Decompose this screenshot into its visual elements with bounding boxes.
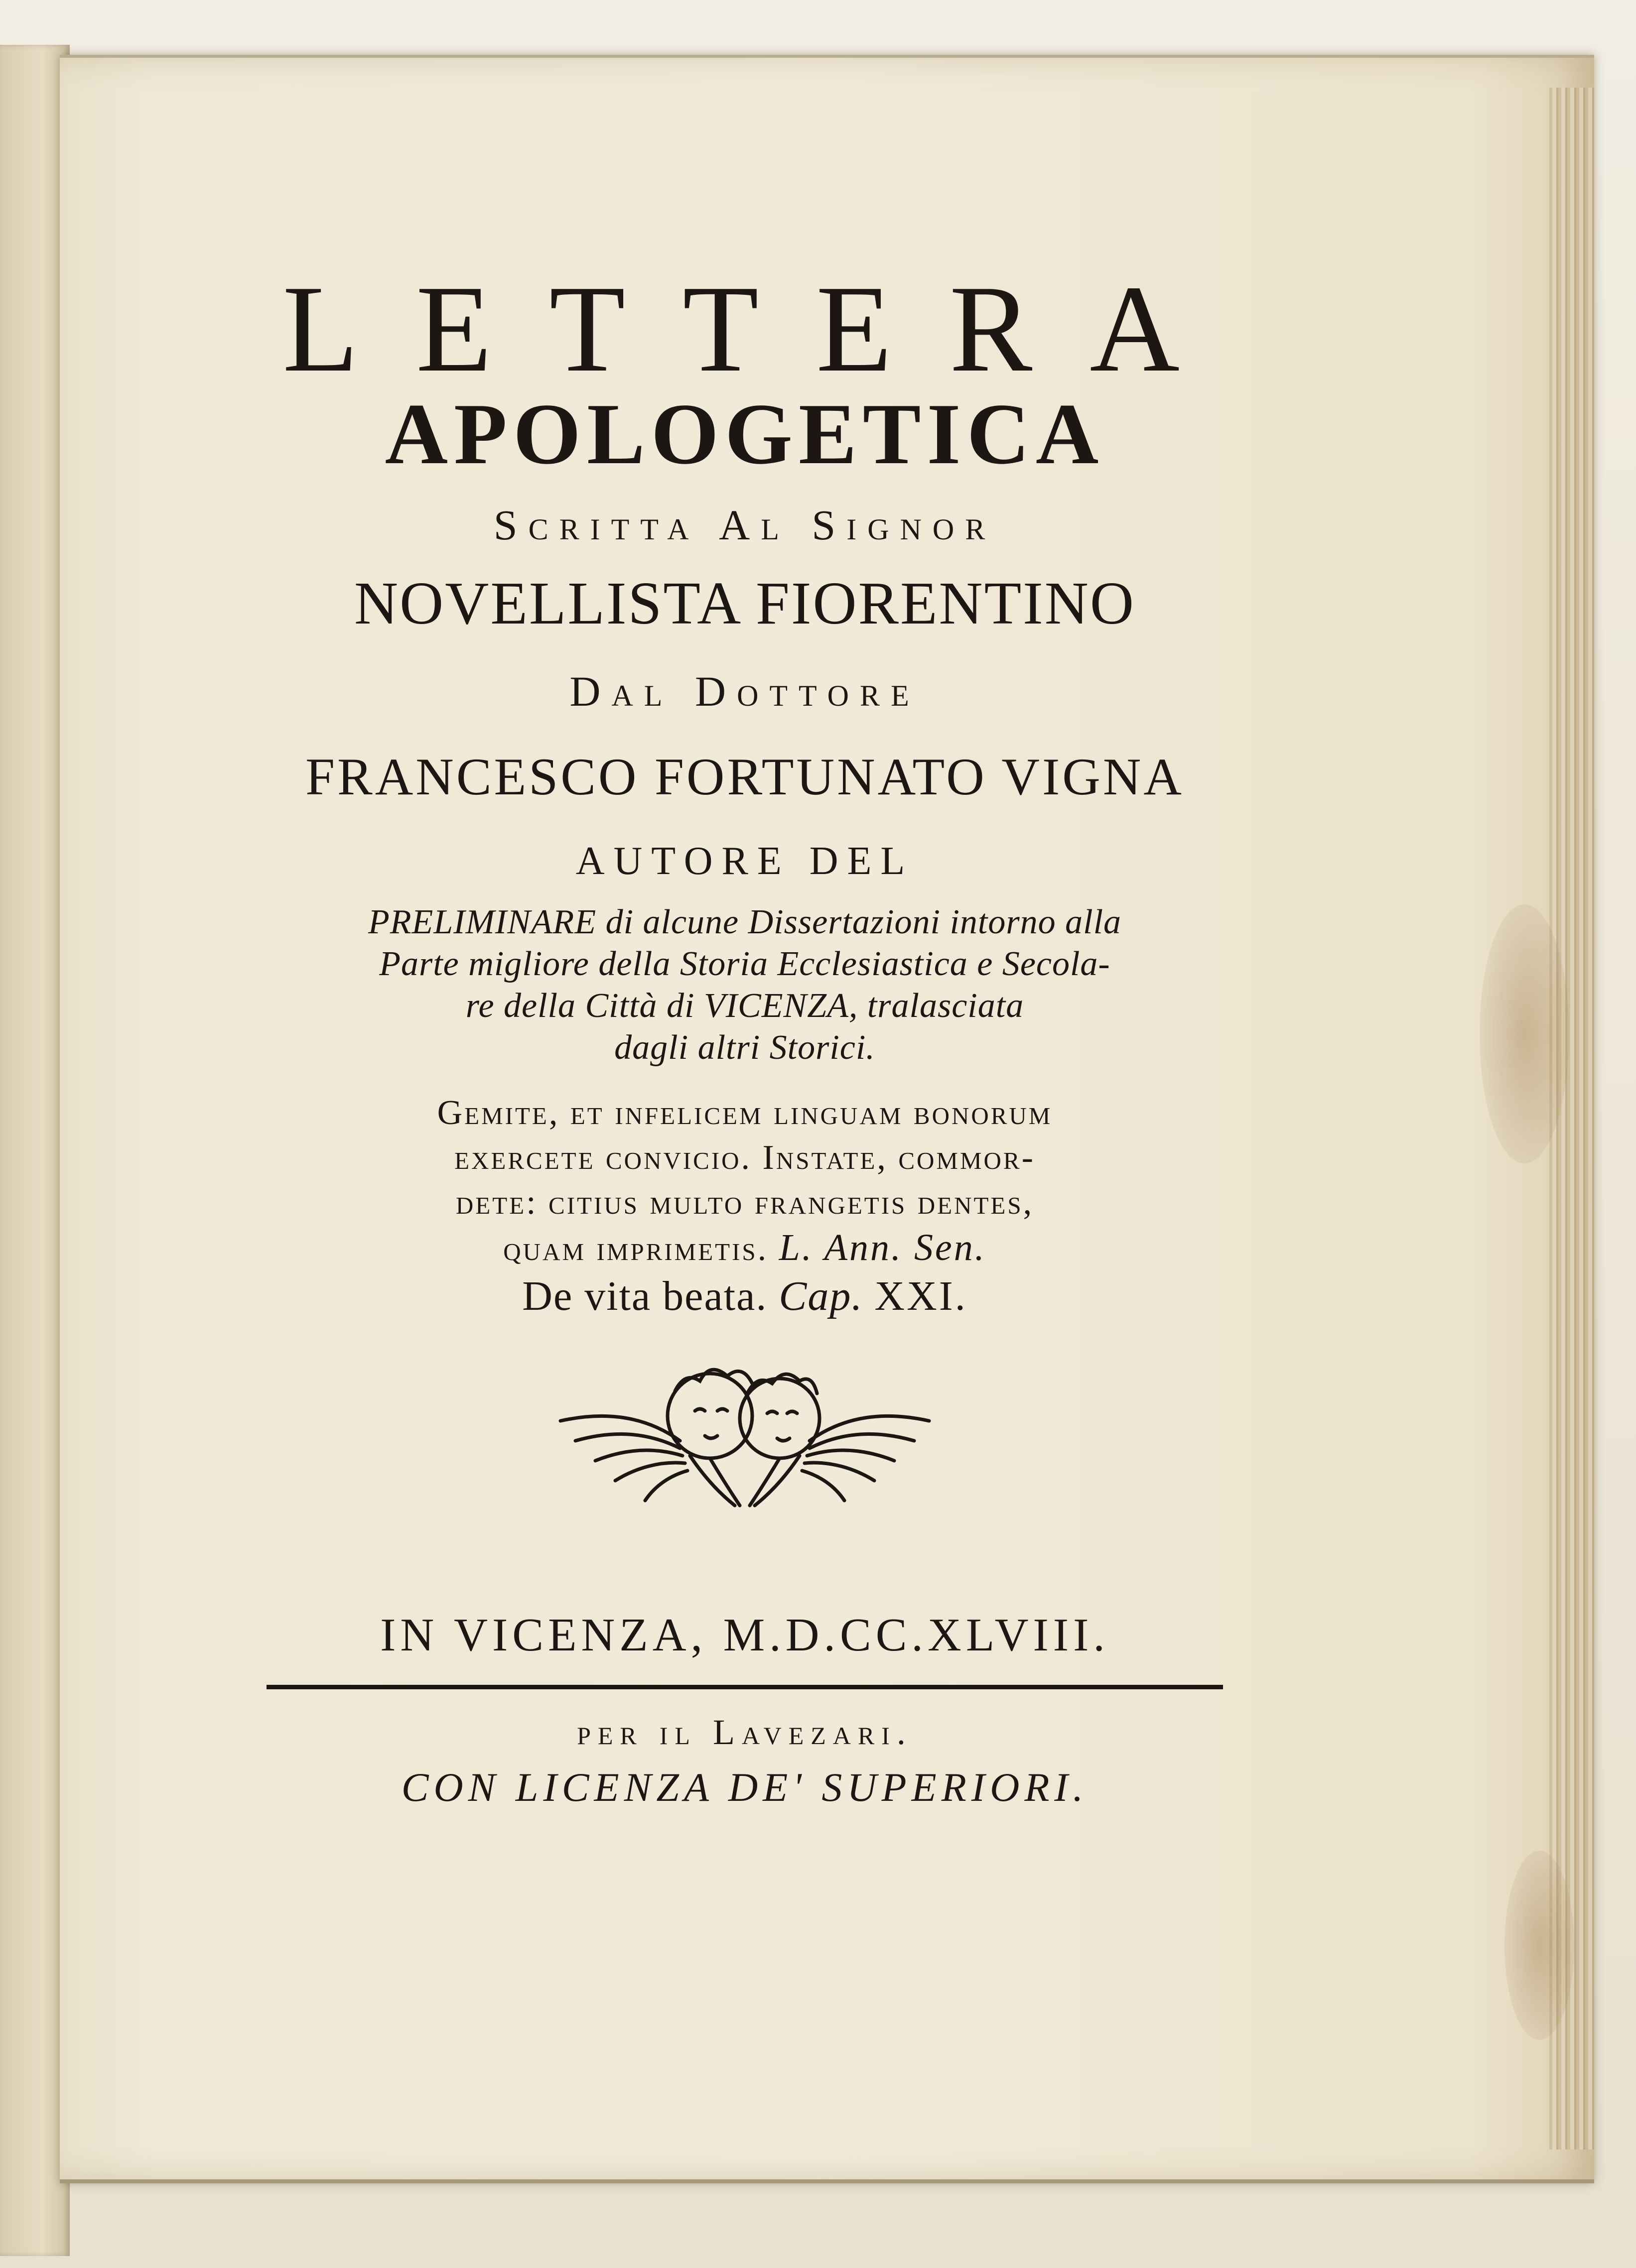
motto-source-line (209, 1271, 1280, 1321)
license-line: CON LICENZA DE' SUPERIORI. (401, 1764, 1089, 1810)
motto-chapter-label: Cap. (779, 1273, 863, 1319)
recipient-line: NOVELLISTA FIORENTINO (354, 570, 1135, 637)
cherub-heads-ornament-icon (555, 1356, 934, 1520)
motto-last-line (209, 1225, 1280, 1271)
foxing-stain (1480, 904, 1569, 1163)
preliminare-line: re della Città di VICENZA, tralasciata (465, 987, 1024, 1025)
preliminare-line: dagli altri Storici. (614, 1028, 875, 1067)
imprint-rule (267, 1685, 1223, 1689)
motto-line: dete: citius multo frangetis dentes, (455, 1183, 1034, 1222)
preliminare-block (209, 901, 1280, 1069)
preliminare-line: Parte migliore della Storia Ecclesiastica e Secola- (379, 945, 1110, 983)
motto-source: De vita beata. (522, 1273, 768, 1319)
motto-line: quam imprimetis. (503, 1230, 769, 1268)
title-page (60, 55, 1594, 2183)
preliminare-line: PRELIMINARE di alcune Dissertazioni intorno alla (368, 903, 1122, 941)
motto-line: exercete convicio. Instate, commor- (454, 1138, 1035, 1177)
facing-leaf (0, 45, 70, 2256)
motto-attribution: L. Ann. Sen. (779, 1227, 986, 1268)
foxing-stain (1504, 1851, 1574, 2040)
imprint-line: IN VICENZA, M.D.CC.XLVIII. (380, 1609, 1109, 1661)
title-line-2: APOLOGETICA (385, 385, 1105, 482)
printer-line: per il Lavezari. (577, 1712, 913, 1752)
title-page-text (209, 260, 1280, 1815)
motto-chapter: XXI. (874, 1273, 967, 1319)
title-line-1: LETTERA (282, 260, 1237, 398)
motto-line: Gemite, et infelicem linguam bonorum (437, 1094, 1053, 1132)
by-line: Dal Dottore (569, 667, 920, 715)
author-role: AUTORE DEL (575, 839, 914, 883)
dedication-line: Scritta Al Signor (493, 501, 996, 549)
motto-block (209, 1091, 1280, 1271)
author-name: FRANCESCO FORTUNATO VIGNA (305, 748, 1184, 806)
